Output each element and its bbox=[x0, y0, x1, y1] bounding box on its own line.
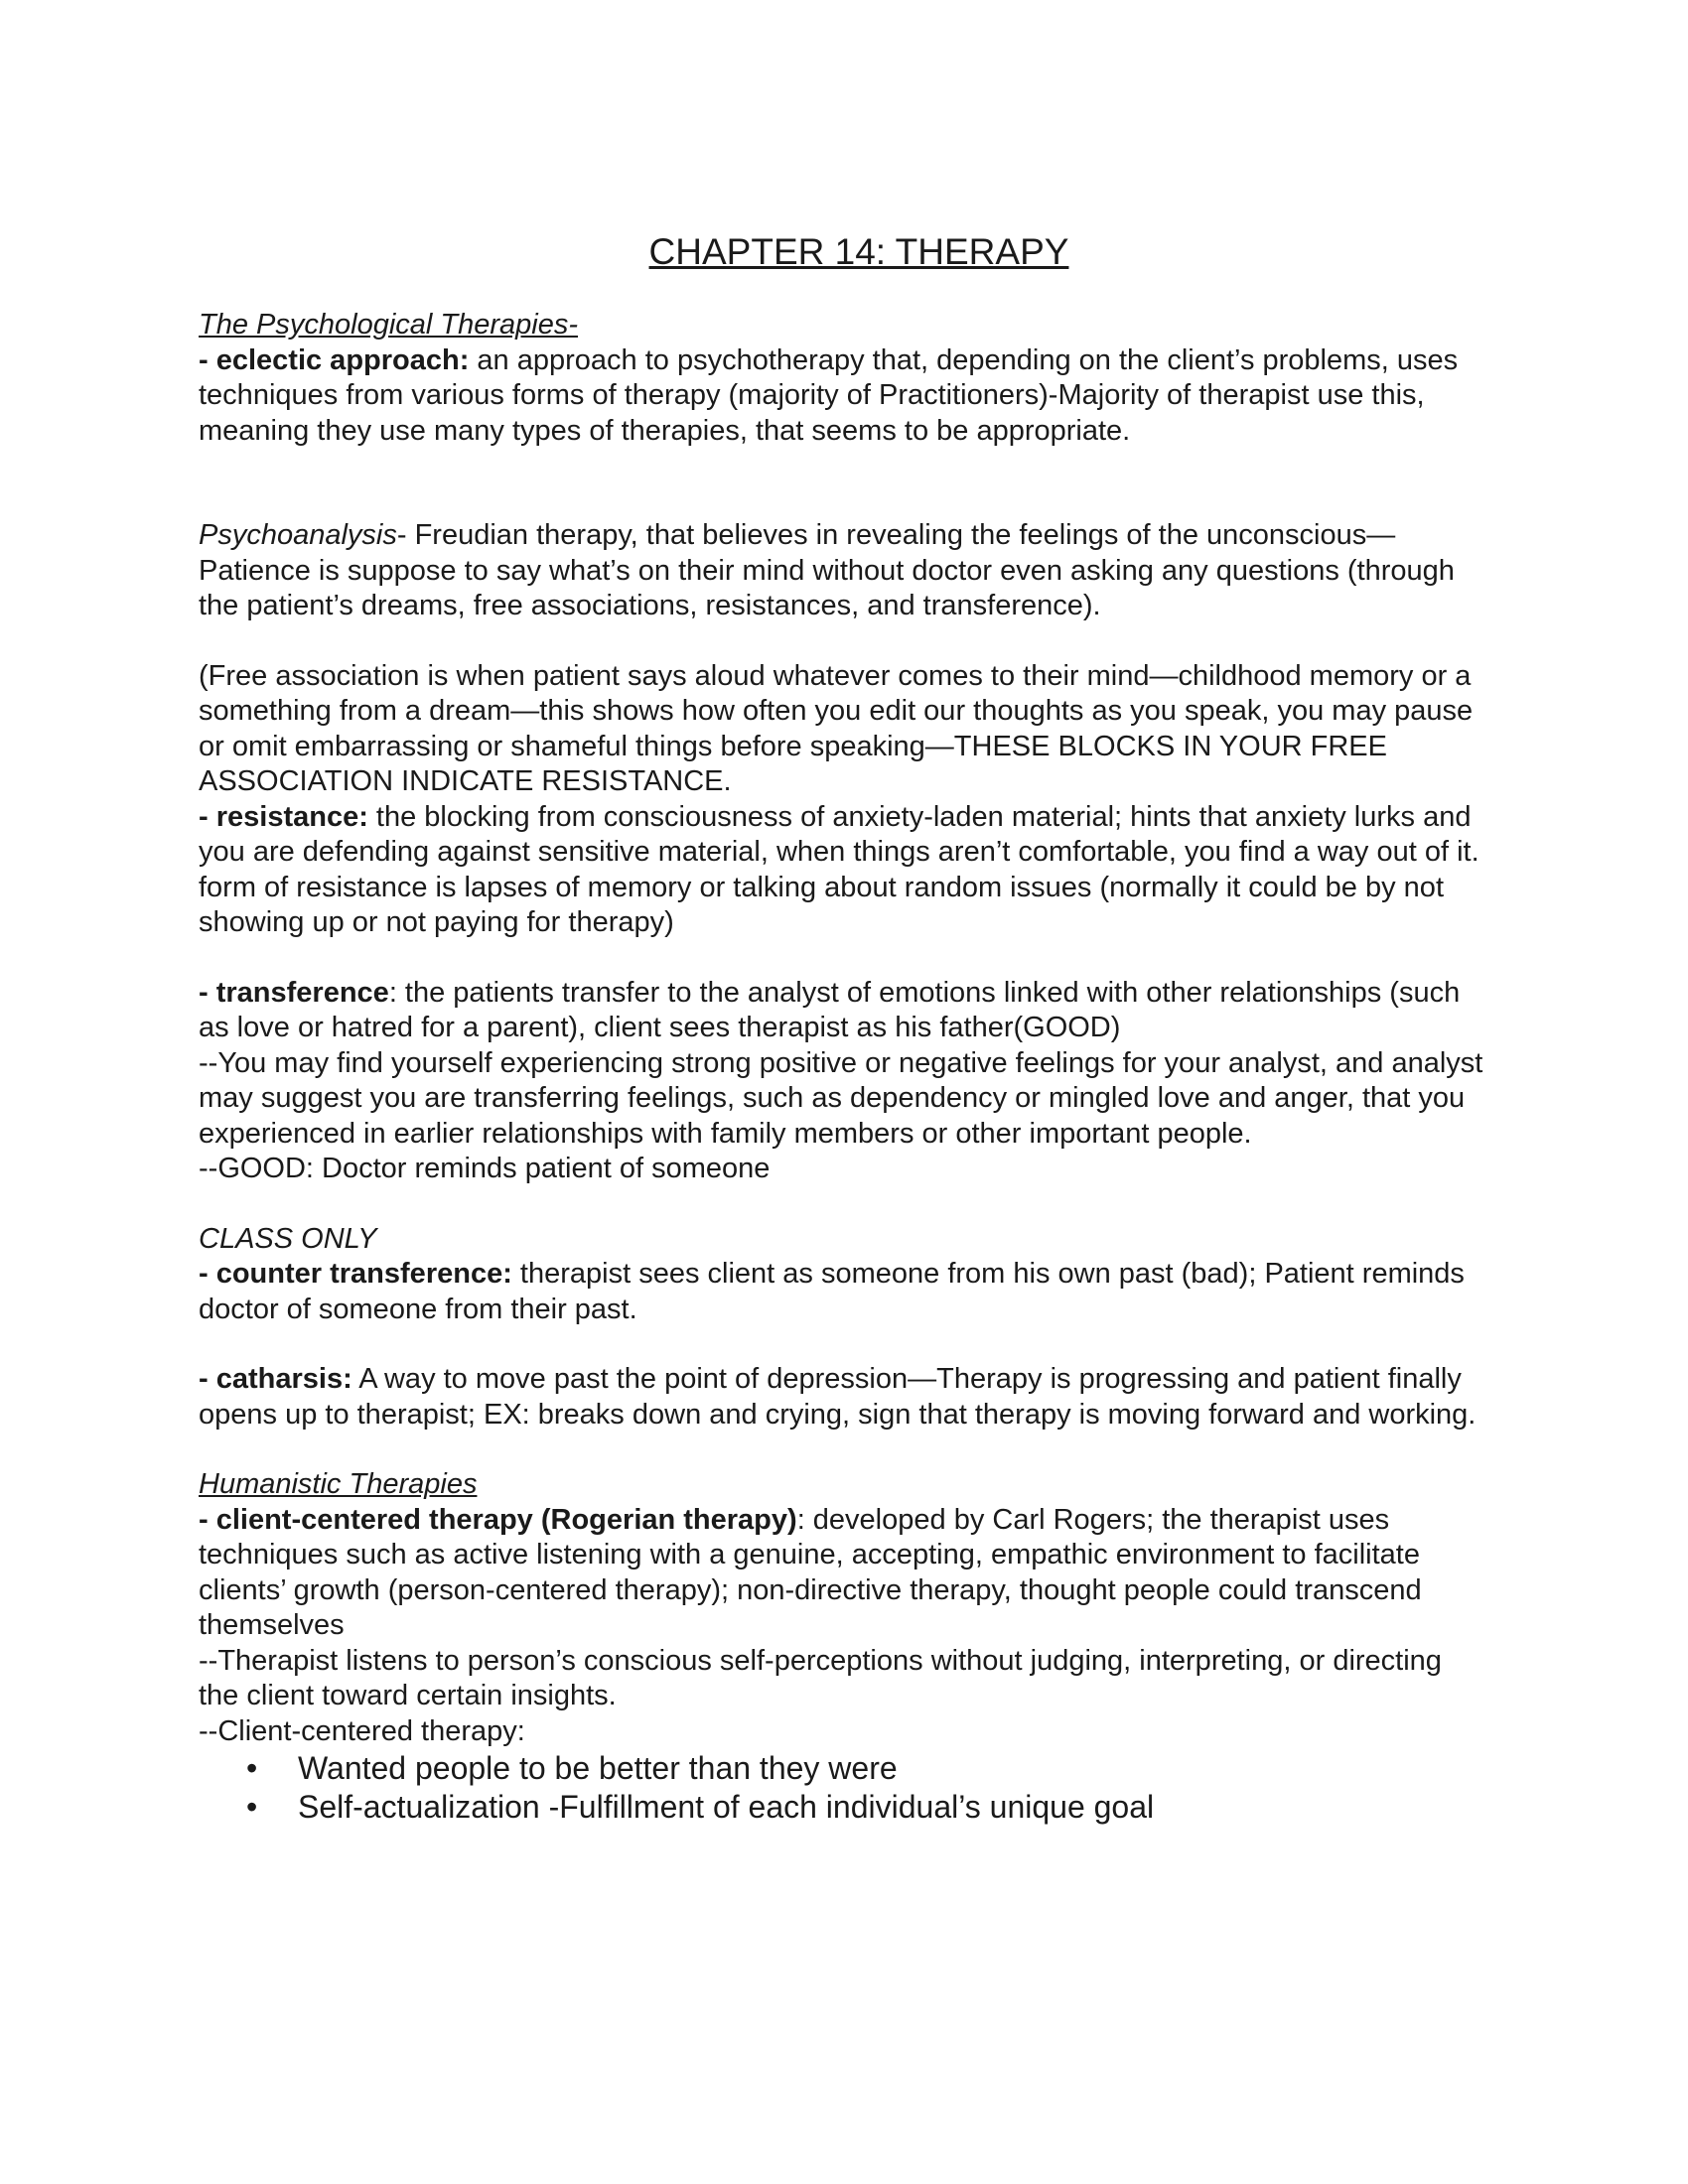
client-centered-paragraph: - client-centered therapy (Rogerian therapy): developed by Carl Rogers; the therapist uses techniques such as active listening with a genuine, accepting, empathic environment to facilitate clients’ growth (person-centered therapy); non-directive therapy, thought people could transcend themselves bbox=[199, 1503, 1422, 1641]
eclectic-approach-paragraph: - eclectic approach: an approach to psychotherapy that, depending on the client’s problems, uses techniques from various forms of therapy (majority of Practitioners)-Majority of therapist use this, meaning they use many types of therapies, that seems to be appropriate. bbox=[199, 343, 1459, 447]
eclectic-term: - eclectic approach: bbox=[199, 343, 470, 376]
psychological-therapies-heading: The Psychological Therapies- bbox=[199, 309, 579, 341]
list-item: • Wanted people to be better than they were bbox=[246, 1750, 898, 1786]
transference-term: - transference bbox=[199, 976, 389, 1009]
client-centered-term: - client-centered therapy (Rogerian therapy) bbox=[199, 1503, 797, 1536]
client-centered-note: --Therapist listens to person’s conscious self-perceptions without judging, interpreting, or directing the client toward certain insights. bbox=[199, 1644, 1442, 1711]
list-item: • Self-actualization -Fulfillment of each individual’s unique goal bbox=[246, 1789, 1155, 1825]
transference-paragraph: - transference: the patients transfer to the analyst of emotions linked with other relationships (such as love or hatred for a parent), client sees therapist as his father(GOOD) bbox=[199, 976, 1461, 1043]
psychoanalysis-paragraph: Psychoanalysis- Freudian therapy, that believes in revealing the feelings of the unconscious—Patience is suppose to say what’s on their mind without doctor even asking any questions (through the patient’s dreams, free associations, resistances, and transference). bbox=[199, 519, 1455, 621]
transference-good-note: --GOOD: Doctor reminds patient of someone bbox=[199, 1153, 771, 1184]
client-centered-list-label: --Client-centered therapy: bbox=[199, 1714, 525, 1747]
transference-note: --You may find yourself experiencing strong positive or negative feelings for your analyst, and analyst may suggest you are transferring feelings, such as dependency or mingled love and anger, that you experienced in earlier relationships with family members or other important people. bbox=[199, 1046, 1483, 1150]
humanistic-therapies-heading: Humanistic Therapies bbox=[199, 1468, 478, 1500]
catharsis-paragraph: - catharsis: A way to move past the point of depression—Therapy is progressing and patient finally opens up to therapist; EX: breaks down and crying, sign that therapy is moving forward and working. bbox=[199, 1363, 1477, 1431]
bullet-icon: • bbox=[246, 1750, 258, 1786]
psychoanalysis-term: Psychoanalysis bbox=[199, 519, 397, 551]
document-page bbox=[199, 230, 1489, 1827]
catharsis-term: - catharsis: bbox=[199, 1363, 352, 1395]
free-association-paragraph: (Free association is when patient says aloud whatever comes to their mind—childhood memory or a something from a dream—this shows how often you edit our thoughts as you speak, you may pause or omit embarrassing or shameful things before speaking—THESE BLOCKS IN YOUR FREE ASSOCIATION INDICATE RESISTANCE. bbox=[199, 659, 1474, 797]
bullet-icon: • bbox=[246, 1789, 258, 1825]
counter-transference-term: - counter transference: bbox=[199, 1258, 512, 1290]
counter-transference-paragraph: - counter transference: therapist sees client as someone from his own past (bad); Patient reminds doctor of someone from their past. bbox=[199, 1258, 1465, 1325]
resistance-paragraph: - resistance: the blocking from consciousness of anxiety-laden material; hints that anxiety lurks and you are defending against sensitive material, when things aren’t comfortable, you find a way out of it. form of resistance is lapses of memory or talking about random issues (normally it could be by not showing up or not paying for therapy) bbox=[199, 800, 1479, 938]
class-only-label: CLASS ONLY bbox=[199, 1222, 377, 1255]
page-title: CHAPTER 14: THERAPY bbox=[648, 231, 1069, 272]
resistance-term: - resistance: bbox=[199, 800, 368, 833]
client-centered-bullet-list bbox=[199, 1749, 1489, 1827]
